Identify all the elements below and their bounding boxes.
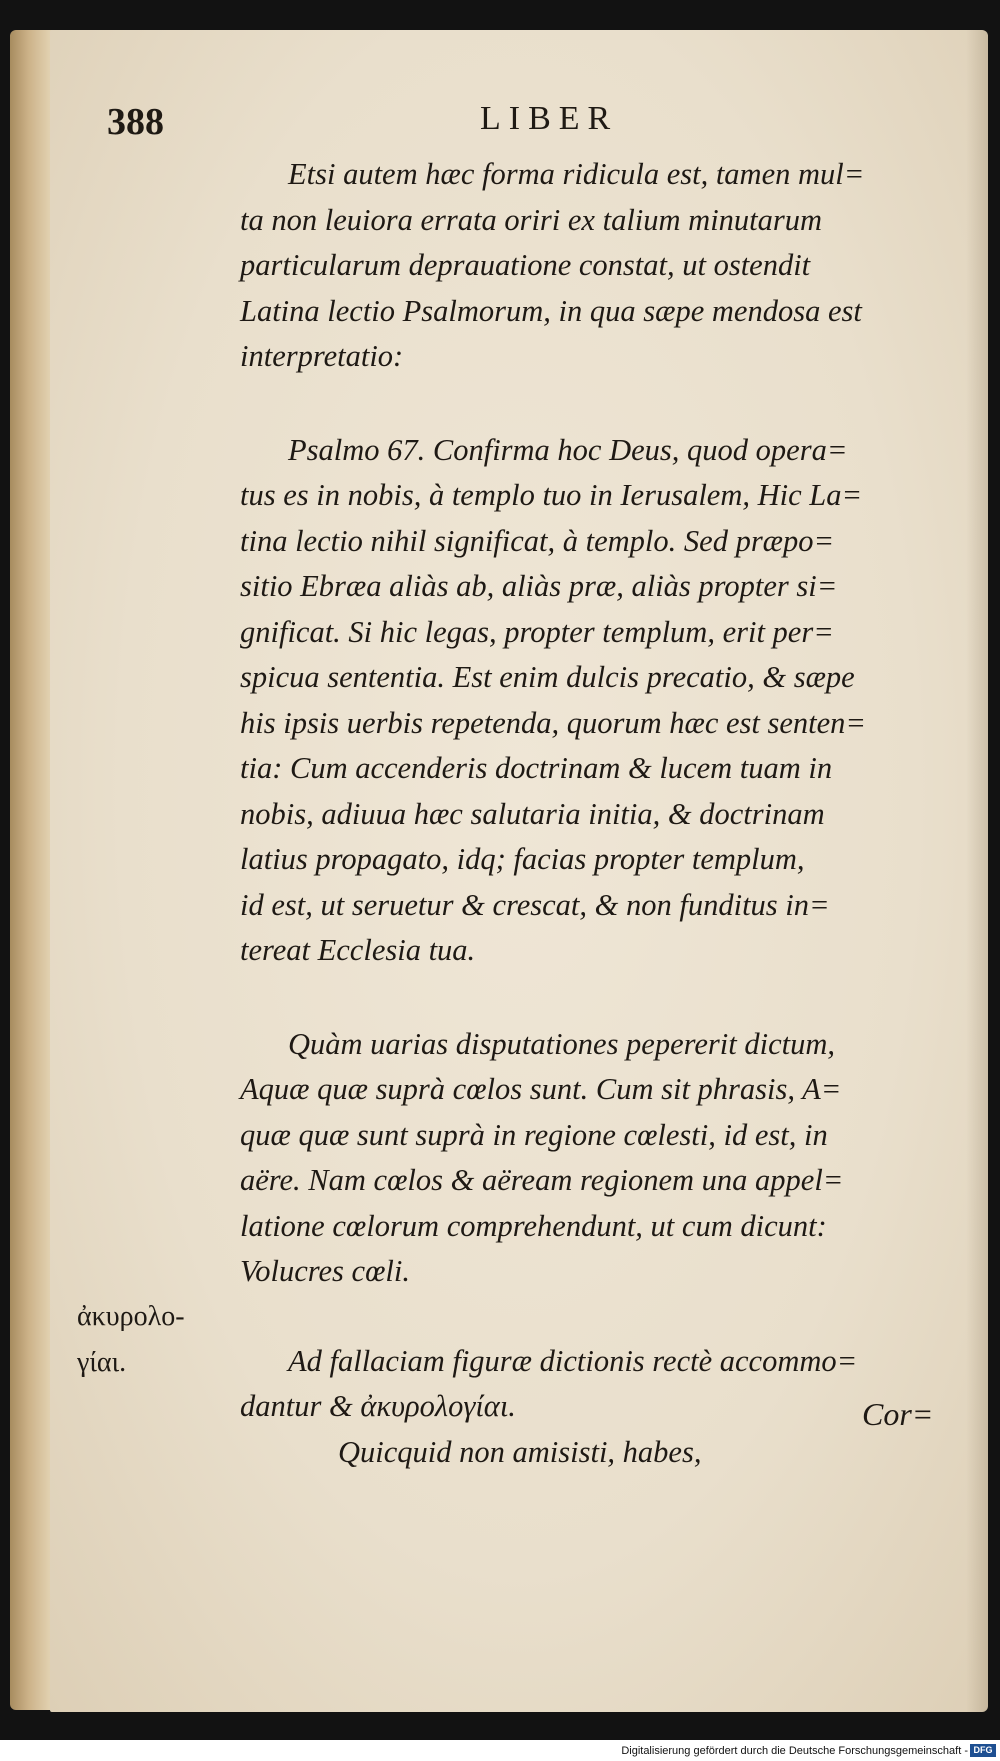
text-line: id est, ut seruetur & crescat, & non funditus in= <box>240 887 830 922</box>
text-line: latius propagato, idq; facias propter templum, <box>240 842 805 876</box>
text-line: aëre. Nam cœlos & aëream regionem una appel= <box>240 1163 844 1197</box>
text-line: Latina lectio Psalmorum, in qua sæpe mendosa est <box>240 293 862 328</box>
paragraph-4 <box>240 1339 930 1430</box>
text-line: his ipsis uerbis repetenda, quorum hæc est senten= <box>240 705 867 740</box>
text-line: ta non leuiora errata oriri ex talium minutarum <box>240 202 823 237</box>
text-line: tereat Ecclesia tua. <box>240 933 476 967</box>
text-line: dantur & ἀκυρολογίαι. <box>240 1389 516 1423</box>
text-line: spicua sententia. Est enim dulcis precatio, & sæpe <box>240 660 855 694</box>
text-line: sitio Ebræa aliàs ab, aliàs præ, aliàs propter si= <box>240 569 838 603</box>
margin-note <box>77 1294 227 1386</box>
text-line: Quàm uarias disputationes pepererit dictum, <box>288 1026 835 1061</box>
running-head: LIBER <box>480 100 619 137</box>
text-line: Psalmo 67. Confirma hoc Deus, quod opera= <box>288 432 848 467</box>
text-line: Aquæ quæ suprà cœlos sunt. Cum sit phrasis, A= <box>240 1072 842 1106</box>
paragraph-2 <box>240 428 930 974</box>
page-number: 388 <box>107 101 164 143</box>
catchword: Cor= <box>862 1396 934 1432</box>
margin-note-line: γίαι. <box>77 1347 127 1378</box>
dfg-logo-icon: DFG <box>970 1744 996 1757</box>
text-line: nobis, adiuua hæc salutaria initia, & doctrinam <box>240 796 825 831</box>
verse-line: Quicquid non amisisti, habes, <box>338 1434 702 1469</box>
text-line: Etsi autem hæc forma ridicula est, tamen mul= <box>288 157 865 191</box>
text-line: gnificat. Si hic legas, propter templum, erit per= <box>240 614 834 649</box>
text-line: tia: Cum accenderis doctrinam & lucem tuam in <box>240 751 833 785</box>
paragraph-1 <box>240 152 930 380</box>
text-line: Ad fallaciam figuræ dictionis rectè accommo= <box>288 1343 858 1378</box>
text-line: quæ quæ sunt suprà in regione cœlesti, id est, in <box>240 1117 828 1152</box>
funding-credit: Digitalisierung gefördert durch die Deutsche Forschungsgemeinschaft - <box>621 1745 968 1757</box>
text-line: particularum deprauatione constat, ut ostendit <box>240 248 811 282</box>
text-line: tus es in nobis, à templo tuo in Ierusalem, Hic La= <box>240 478 863 512</box>
paragraph-3 <box>240 1022 930 1295</box>
text-line: Volucres cœli. <box>240 1254 410 1288</box>
body-text <box>240 152 930 1475</box>
text-line: tina lectio nihil significat, à templo. Sed præpo= <box>240 523 835 558</box>
margin-note-line: ἀκυρολο- <box>77 1301 185 1332</box>
page-shadow <box>966 30 988 1712</box>
text-line: latione cœlorum comprehendunt, ut cum dicunt: <box>240 1208 827 1243</box>
text-line: interpretatio: <box>240 339 404 373</box>
